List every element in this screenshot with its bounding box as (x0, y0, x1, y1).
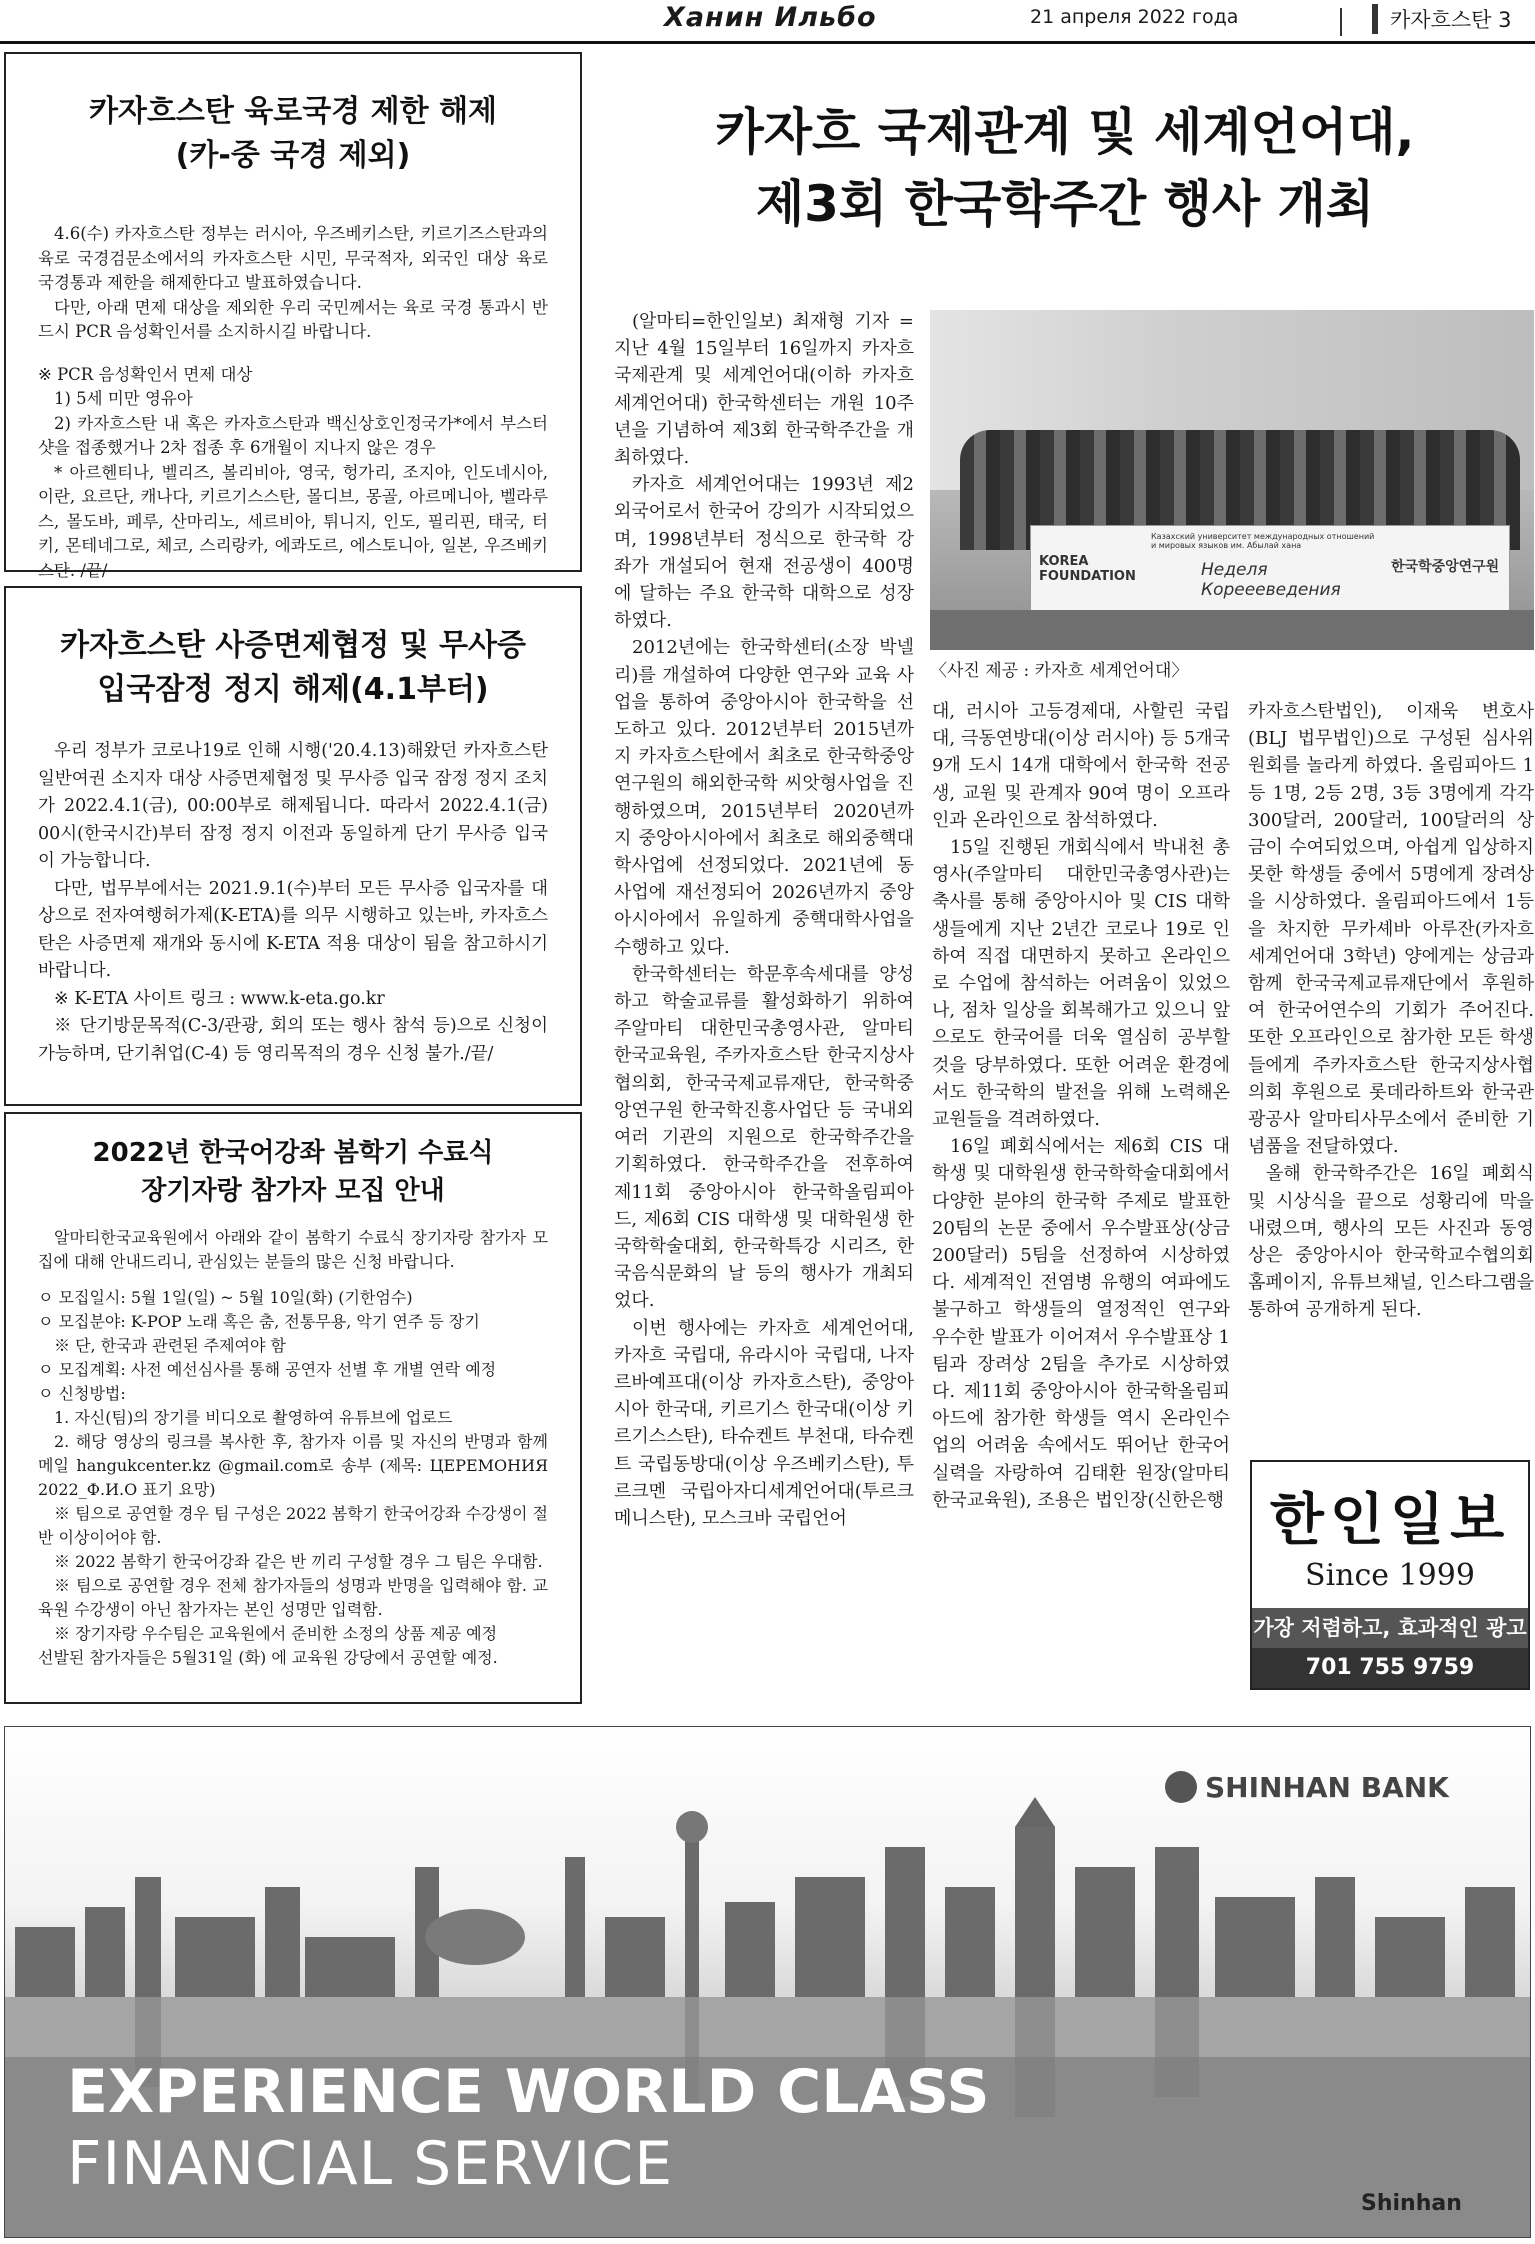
paragraph: 2) 카자흐스탄 내 혹은 카자흐스탄과 백신상호인정국가*에서 부스터샷을 접종했거나 2차 접종 후 6개월이 지나지 않은 경우 (38, 413, 548, 457)
headline-line: 제3회 한국학주간 행사 개최 (755, 175, 1375, 233)
paragraph: ※ PCR 음성확인서 면제 대상 (38, 364, 253, 384)
bank-brand: Shinhan (1361, 2191, 1462, 2216)
article-column-3 (1248, 698, 1534, 1324)
ad-slogan: 가장 저렴하고, 효과적인 광고 (1252, 1608, 1528, 1648)
ad-phone: 701 755 9759 (1252, 1648, 1528, 1688)
paragraph: ※ 단기방문목적(C-3/관광, 회의 또는 행사 참석 등)으로 신청이 가능하며, 단기취업(C-4) 등 영리목적의 경우 신청 불가./끝/ (38, 1016, 548, 1064)
article-column-2 (932, 698, 1230, 1514)
paragraph: ※ 단, 한국과 관련된 주제여야 함 (54, 1336, 286, 1355)
banner-logo-left: KOREA FOUNDATION (1039, 554, 1136, 584)
page-header (0, 0, 1535, 44)
ad-logo: 한인일보 (1269, 1487, 1511, 1553)
article-headline (600, 96, 1530, 240)
newspaper-ad (1250, 1460, 1530, 1690)
paragraph: 2. 해당 영상의 링크를 복사한 후, 참가자 이름 및 자신의 반명과 함께 메일 hangukcenter.kz @gmail.com로 송부 (제목: ЦЕРЕМОНИЯ 2022_Ф.И.О 표기 요망) (38, 1432, 548, 1499)
paragraph: 한국학센터는 학문후속세대를 양성하고 학술교류를 활성화하기 위하여 주알마티 대한민국총영사관, 알마티 한국교육원, 주카자흐스탄 한국지상사협의회, 한국국제교류재단, 한국학중앙연구원 한국학진흥사업단 등 국내외 여러 기관의 지원으로 한국학주간을 기획하였다. 한국학주간을 전후하여 제11회 중앙아시아 한국학올림피아드, 제6회 CIS 대학생 및 대학원생 한국학학술대회, 한국학특강 시리즈, 한국음식문화의 날 등의 행사가 개최되었다. (614, 963, 914, 1312)
paragraph: ※ 팀으로 공연할 경우 팀 구성은 2022 봄학기 한국어강좌 수강생이 절반 이상이어야 함. (38, 1504, 548, 1547)
paragraph: 1. 자신(팀)의 장기를 비디오로 촬영하여 유튜브에 업로드 (54, 1408, 453, 1427)
title-line: 장기자랑 참가자 모집 안내 (141, 1176, 445, 1206)
notice-visa-waiver (4, 586, 582, 1106)
title-line: 카자흐스탄 사증면제협정 및 무사증 (59, 628, 527, 663)
paragraph: (알마티=한인일보) 최재형 기자 = 지난 4월 15일부터 16일까지 카자흐 국제관계 및 세계언어대(이하 카자흐 세계언어대) 한국학센터는 개원 10주년을 기념하여 제3회 한국학주간을 개최하였다. (614, 311, 914, 469)
notice-border-restriction (4, 52, 582, 580)
section-label: 카자흐스탄 3 (1372, 4, 1511, 34)
article-column-1 (614, 308, 914, 1532)
event-group-photo (930, 310, 1534, 650)
paragraph: 16일 폐회식에서는 제6회 CIS 대학생 및 대학원생 한국학학술대회에서 다양한 분야의 한국학 주제로 발표한 20팀의 논문 중에서 우수발표상(상금 200달러) 5팀을 선정하여 시상하였다. 세계적인 전염병 유행의 여파에도 불구하고 학생들의 열정적인 연구와 우수한 발표가 이어져서 우수발표상 1팀과 장려상 2팀을 추가로 시상하였다. 제11회 중앙아시아 한국학올림피아드에 참가한 학생들 역시 온라인수업의 어려움 속에서도 뛰어난 한국어 실력을 자랑하여 김태환 원장(알마티 한국교육원), 조용은 법인장(신한은행 (932, 1136, 1230, 1511)
paragraph: ※ 2022 봄학기 한국어강좌 같은 반 끼리 구성할 경우 그 팀은 우대함. (54, 1552, 543, 1571)
notice-title (38, 624, 548, 712)
paragraph: 대, 러시아 고등경제대, 사할린 국립대, 극동연방대(이상 러시아) 등 5개국 9개 도시 14개 대학에서 한국학 전공생, 교원 및 관계자 90여 명이 오프라인과 온라인으로 참석하였다. (932, 701, 1230, 831)
paragraph: 다만, 법무부에서는 2021.9.1(수)부터 모든 무사증 입국자를 대상으로 전자여행허가제(K-ETA)를 의무 시행하고 있는바, 카자흐스탄은 사증면제 재개와 동시에 K-ETA 적용 대상이 됨을 참고하시기 바랍니다. (38, 878, 548, 981)
photo-floor (930, 610, 1534, 650)
paragraph: 1) 5세 미만 영유아 (54, 389, 193, 408)
photo-caption: 〈사진 제공 : 카자흐 세계언어대〉 (930, 661, 1189, 681)
paragraph: 4.6(수) 카자흐스탄 정부는 러시아, 우즈베키스탄, 키르기즈스탄과의 육로 국경검문소에서의 카자흐스탄 시민, 무국적자, 외국인 대상 육로 국경통과 제한을 해제한다고 발표하였습니다. (38, 224, 548, 292)
issue-date: 21 апреля 2022 года (1030, 6, 1239, 28)
bank-advertisement (4, 1726, 1531, 2238)
ad-headline-line1: EXPERIENCE WORLD CLASS (67, 2057, 990, 2127)
notice-title (38, 1134, 548, 1210)
event-banner (1030, 525, 1510, 615)
paragraph: ㅇ 모집일시: 5월 1일(일) ~ 5월 10일(화) (기한엄수) (38, 1288, 413, 1307)
paragraph: 2012년에는 한국학센터(소장 박넬리)를 개설하여 다양한 연구와 교육 사업을 통하여 중앙아시아 한국학을 선도하고 있다. 2012년부터 2015년까지 카자흐스탄에서 최초로 한국학중앙연구원의 해외한국학 씨앗형사업을 진행하였으며, 2015년부터 2020년까지 중앙아시아에서 최초로 해외중핵대학사업에 선정되었다. 2021년에 동 사업에 재선정되어 2026년까지 중앙아시아에서 유일하게 중핵대학사업을 수행하고 있다. (614, 637, 914, 958)
paragraph: * 아르헨티나, 벨리즈, 볼리비아, 영국, 헝가리, 조지아, 인도네시아, 이란, 요르단, 캐나다, 키르기스스탄, 몰디브, 몽골, 아르메니아, 벨라루스, 몰도바, 페루, 산마리노, 세르비아, 튀니지, 인도, 필리핀, 태국, 터키, 몬테네그로, 체코, 스리랑카, 에콰도르, 에스토니아, 일본, 우즈베키스탄. /끝/ (38, 462, 548, 580)
paragraph: 선발된 참가자들은 5월31일 (화) 에 교육원 강당에서 공연할 예정. (38, 1648, 498, 1667)
banner-subtitle: Казахский университет международных отношений и мировых языков им. Абылай хана (1151, 532, 1375, 550)
paragraph: 다만, 아래 면제 대상을 제외한 우리 국민께서는 육로 국경 통과시 반드시 PCR 음성확인서를 소지하시길 바랍니다. (38, 297, 548, 341)
title-line: 입국잠정 정지 해제(4.1부터) (97, 672, 489, 707)
notice-title (38, 90, 548, 178)
paragraph: ㅇ 모집계획: 사전 예선심사를 통해 공연자 선별 후 개별 연락 예정 (38, 1360, 497, 1379)
paragraph: ㅇ 모집분야: K-POP 노래 혹은 춤, 전통무용, 악기 연주 등 장기 (38, 1312, 480, 1331)
paragraph: ※ K-ETA 사이트 링크 : www.k-eta.go.kr (54, 988, 385, 1009)
paragraph: 이번 행사에는 카자흐 세계언어대, 카자흐 국립대, 유라시아 국립대, 나자르바예프대(이상 카자흐스탄), 중앙아시아 한국대, 키르기스 한국대(이상 키르기스스탄), 타슈켄트 부천대, 타슈켄트 국립동방대(이상 우즈베키스탄), 투르크멘 국립아자디세계언어대(투르크메니스탄), 모스크바 국립언어 (614, 1317, 914, 1529)
paragraph: ※ 팀으로 공연할 경우 전체 참가자들의 성명과 반명을 입력해야 함. 교육원 수강생이 아닌 참가자는 본인 성명만 입력함. (38, 1576, 548, 1619)
banner-logo-right: 한국학중앙연구원 (1391, 559, 1500, 575)
paragraph: 알마티한국교육원에서 아래와 같이 봄학기 수료식 장기자랑 참가자 모집에 대해 안내드리니, 관심있는 분들의 많은 신청 바랍니다. (38, 1228, 548, 1271)
banner-title: Неделя Кореееведения (1201, 560, 1341, 600)
shinhan-logo-icon (1165, 1771, 1197, 1803)
headline-line: 카자흐 국제관계 및 세계언어대, (715, 103, 1415, 161)
newspaper-name: Ханин Ильбо (664, 2, 877, 33)
title-line: (카-중 국경 제외) (175, 138, 411, 173)
title-line: 2022년 한국어강좌 봄학기 수료식 (92, 1138, 494, 1168)
title-line: 카자흐스탄 육로국경 제한 해제 (88, 94, 498, 129)
paragraph: 15일 진행된 개회식에서 박내천 총영사(주알마티 대한민국총영사관)는 축사를 통해 중앙아시아 및 CIS 대학생들에게 지난 2년간 코로나 19로 인하여 직접 대면하지 못하고 온라인으로 수업에 참석하는 어려움이 있었으나, 점차 일상을 회복해가고 있으니 앞으로도 한국어를 더욱 열심히 공부할 것을 당부하였다. 또한 어려운 환경에서도 한국학의 발전을 위해 노력해온 교원들을 격려하였다. (932, 837, 1230, 1131)
bank-name: SHINHAN BANK (1205, 1771, 1449, 1804)
paragraph: 카자흐스탄법인), 이재욱 변호사(BLJ 법무법인)으로 구성된 심사위원회를 놀라게 하였다. 올림피아드 1등 1명, 2등 2명, 3등 3명에게 각각 300달러, 200달러, 100달러의 상금이 수여되었으며, 아쉽게 입상하지 못한 학생들 중에서 5명에게 장려상을 시상하였다. 올림피아드에서 1등을 차지한 무카셰바 아루잔(카자흐 세계언어대 3학년) 양에게는 상금과 함께 한국국제교류재단에서 후원하여 한국어연수의 기회가 주어진다. 또한 오프라인으로 참가한 모든 학생들에게 주카자흐스탄 한국지상사협의회 후원으로 롯데라하트와 한국관광공사 알마티사무소에서 준비한 기념품을 전달하였다. (1248, 701, 1534, 1158)
notice-talent-show (4, 1112, 582, 1704)
header-divider (1340, 8, 1342, 36)
paragraph: 카자흐 세계언어대는 1993년 제2외국어로서 한국어 강의가 시작되었으며, 1998년부터 정식으로 한국학 강좌가 개설되어 현재 전공생이 400명에 달하는 주요 한국학 대학으로 성장하였다. (614, 474, 914, 632)
paragraph: ㅇ 신청방법: (38, 1384, 126, 1403)
paragraph: 올해 한국학주간은 16일 폐회식 및 시상식을 끝으로 성황리에 막을 내렸으며, 행사의 모든 사진과 동영상은 중앙아시아 한국학교수협의회 홈페이지, 유튜브채널, 인스타그램을 통하여 공개하게 된다. (1248, 1163, 1534, 1321)
paragraph: ※ 장기자랑 우수팀은 교육원에서 준비한 소정의 상품 제공 예정 (54, 1624, 498, 1643)
ad-headline-line2: FINANCIAL SERVICE (67, 2129, 674, 2199)
paragraph: 우리 정부가 코로나19로 인해 시행('20.4.13)해왔던 카자흐스탄 일반여권 소지자 대상 사증면제협정 및 무사증 입국 잠정 정지 조치가 2022.4.1(금), 00:00부로 해제됩니다. 따라서 2022.4.1(금) 00시(한국시간)부터 잠정 정지 이전과 동일하게 단기 무사증 입국이 가능합니다. (38, 741, 548, 871)
ad-since: Since 1999 (1305, 1558, 1475, 1593)
